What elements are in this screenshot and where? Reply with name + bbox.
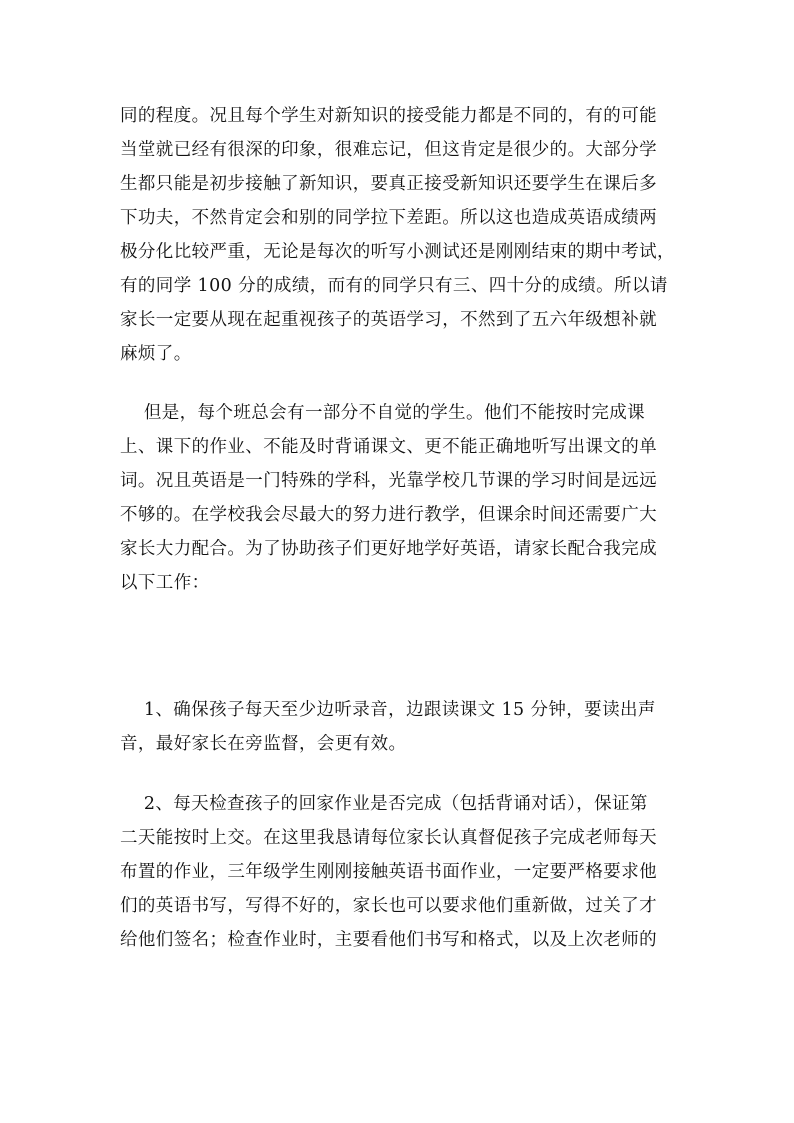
text-line: 极分化比较严重，无论是每次的听写小测试还是刚刚结束的期中考试， — [120, 242, 675, 262]
text-line: 同的程度。况且每个学生对新知识的接受能力都是不同的，有的可能 — [120, 106, 657, 126]
paragraph-3 — [120, 693, 680, 761]
paragraph-4 — [120, 787, 680, 957]
text-line: 们的英语书写，写得不好的，家长也可以要求他们重新做，过关了才 — [120, 896, 657, 916]
text-line: 但是，每个班总会有一部分不自觉的学生。他们不能按时完成课 — [120, 403, 646, 423]
text-line: 以下工作： — [120, 573, 210, 593]
text-line: 生都只能是初步接触了新知识，要真正接受新知识还要学生在课后多 — [120, 174, 657, 194]
text-line: 2、每天检查孩子的回家作业是否完成（包括背诵对话），保证第 — [120, 794, 648, 814]
text-line: 下功夫，不然肯定会和别的同学拉下差距。所以这也造成英语成绩两 — [120, 208, 657, 228]
text-line: 词。况且英语是一门特殊的学科，光靠学校几节课的学习时间是远远 — [120, 471, 657, 491]
text-line: 给他们签名；检查作业时，主要看他们书写和格式，以及上次老师的 — [120, 930, 657, 950]
text-line: 家长大力配合。为了协助孩子们更好地学好英语，请家长配合我完成 — [120, 539, 657, 559]
text-line: 布置的作业，三年级学生刚刚接触英语书面作业，一定要严格要求他 — [120, 862, 657, 882]
text-line: 上、课下的作业、不能及时背诵课文、更不能正确地听写出课文的单 — [120, 437, 657, 457]
text-line: 1、确保孩子每天至少边听录音，边跟读课文 15 分钟，要读出声 — [120, 700, 656, 720]
text-line: 音，最好家长在旁监督，会更有效。 — [120, 734, 407, 754]
text-line: 麻烦了。 — [120, 344, 192, 364]
text-line: 当堂就已经有很深的印象，很难忘记，但这肯定是很少的。大部分学 — [120, 140, 657, 160]
text-line: 不够的。在学校我会尽最大的努力进行教学，但课余时间还需要广大 — [120, 505, 657, 525]
paragraph-1 — [120, 99, 680, 371]
text-line: 家长一定要从现在起重视孩子的英语学习，不然到了五六年级想补就 — [120, 310, 657, 330]
text-line: 有的同学 100 分的成绩，而有的同学只有三、四十分的成绩。所以请 — [120, 276, 668, 296]
text-line: 二天能按时上交。在这里我恳请每位家长认真督促孩子完成老师每天 — [120, 828, 657, 848]
paragraph-2 — [120, 396, 680, 600]
